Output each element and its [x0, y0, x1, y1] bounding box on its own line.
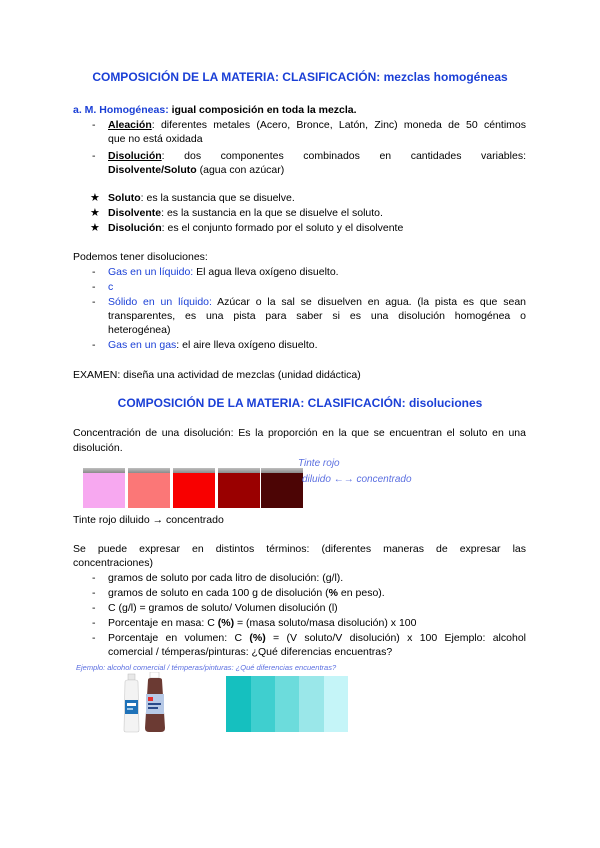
way-4 — [108, 616, 416, 630]
homogeneas-text: igual composición en toda la mezcla. — [168, 104, 357, 116]
concentracion-line2: disolución. — [73, 442, 123, 454]
def-soluto — [108, 191, 295, 205]
way-3: C (g/l) = gramos de soluto/ Volumen disolución (l) — [108, 602, 338, 614]
way-text: = (V soluto/V disolución) x 100 Ejemplo: alcohol — [265, 632, 526, 644]
way-5-line2: comercial / témperas/pinturas: ¿Qué diferencias encuentras? — [108, 646, 393, 658]
star-icon: ★ — [90, 207, 100, 219]
examen-line: EXAMEN: diseña una actividad de mezclas (unidad didáctica) — [73, 369, 361, 381]
disolucion-example: (agua con azúcar) — [196, 164, 285, 176]
way-bold: (%) — [217, 617, 235, 629]
list-dash: - — [92, 119, 96, 131]
section2-title: COMPOSICIÓN DE LA MATERIA: CLASIFICACIÓN: disoluciones — [117, 396, 483, 410]
list-dash: - — [92, 632, 96, 644]
podemos-label: Gas en un líquido: — [108, 266, 194, 278]
swatch-3 — [173, 468, 215, 508]
star-icon: ★ — [90, 192, 100, 204]
aleacion-desc: : diferentes metales (Acero, Bronce, Latón, Zinc) moneda de 50 céntimos — [151, 119, 526, 131]
way-bold: (%) — [249, 632, 266, 644]
expresar-line1: Se puede expresar en distintos términos: (diferentes maneras de expresar las — [73, 543, 526, 555]
cyan-swatch-3 — [275, 676, 299, 732]
disolucion-line2 — [108, 163, 284, 177]
image-caption: Tinte rojo diluido → concentrado — [73, 514, 224, 526]
way-text: en peso). — [338, 587, 385, 599]
def-text: : es la sustancia en la que se disuelve el soluto. — [161, 207, 383, 219]
def-disolvente — [108, 206, 383, 220]
way-text: = (masa soluto/masa disolución) x 100 — [234, 617, 417, 629]
swatch-2 — [128, 468, 170, 508]
way-text: gramos de soluto en cada 100 g de disolución ( — [108, 587, 329, 599]
podemos-intro: Podemos tener disoluciones: — [73, 251, 208, 263]
homogeneas-heading — [73, 103, 357, 117]
aleacion-line1 — [108, 118, 526, 132]
concentracion-line1: Concentración de una disolución: Es la proporción en la que se encuentran el soluto en una — [73, 427, 526, 439]
def-term: Soluto — [108, 192, 141, 204]
podemos-item-1 — [108, 265, 339, 279]
bottles-image — [120, 672, 180, 734]
podemos-label: c — [108, 281, 114, 293]
podemos-item-3-line1 — [108, 295, 526, 309]
way-bold: % — [328, 587, 338, 599]
swatch-4 — [218, 468, 260, 508]
way-text: Porcentaje en volumen: C — [108, 632, 250, 644]
list-dash: - — [92, 150, 96, 162]
list-dash: - — [92, 339, 96, 351]
cyan-swatch-2 — [251, 676, 275, 732]
podemos-text: : el aire lleva oxígeno disuelto. — [176, 339, 318, 351]
aleacion-line2: que no está oxidada — [108, 133, 203, 145]
list-dash: - — [92, 572, 96, 584]
image-label-diluido: diluido ←→ concentrado — [302, 474, 412, 485]
bottles-icon — [120, 672, 180, 734]
disolucion-desc: : dos componentes combinados en cantidades variables: — [161, 150, 526, 162]
way-text: Porcentaje en masa: C — [108, 617, 218, 629]
image-label-tinte: Tinte rojo — [298, 458, 340, 469]
cyan-swatch-4 — [299, 676, 324, 732]
def-term: Disolvente — [108, 207, 162, 219]
swatch-1 — [83, 468, 125, 508]
def-text: : es la sustancia que se disuelve. — [140, 192, 295, 204]
disolucion-term: Disolución — [108, 150, 162, 162]
handwritten-note: Ejemplo: alcohol comercial / témperas/pinturas: ¿Qué diferencias encuentras? — [76, 663, 337, 672]
podemos-item-2 — [108, 280, 113, 294]
swatch-5 — [261, 468, 303, 508]
podemos-item-3-line2: transparentes, es una pista para saber si es una disolución homogénea o — [108, 310, 526, 322]
def-term: Disolución — [108, 222, 162, 234]
disolvente-soluto: Disolvente/Soluto — [108, 164, 197, 176]
cyan-swatch-1 — [226, 676, 251, 732]
way-1: gramos de soluto por cada litro de disolución: (g/l). — [108, 572, 344, 584]
list-dash: - — [92, 617, 96, 629]
list-dash: - — [92, 587, 96, 599]
way-2 — [108, 586, 385, 600]
star-icon: ★ — [90, 222, 100, 234]
list-dash: - — [92, 266, 96, 278]
podemos-item-3-line3: heterogénea) — [108, 324, 171, 336]
podemos-text: El agua lleva oxígeno disuelto. — [193, 266, 339, 278]
list-dash: - — [92, 281, 96, 293]
aleacion-term: Aleación — [108, 119, 152, 131]
podemos-label: Sólido en un líquido: — [108, 296, 212, 308]
podemos-text: Azúcar o la sal se disuelven en agua. (la pista es que sean — [211, 296, 526, 308]
way-5-line1 — [108, 631, 526, 645]
podemos-item-4 — [108, 338, 318, 352]
def-text: : es el conjunto formado por el soluto y el disolvente — [161, 222, 404, 234]
list-dash: - — [92, 602, 96, 614]
homogeneas-label: a. M. Homogéneas: — [73, 104, 169, 116]
def-disolucion — [108, 221, 403, 235]
list-dash: - — [92, 296, 96, 308]
expresar-line2: concentraciones) — [73, 557, 153, 569]
cyan-swatch-5 — [324, 676, 348, 732]
podemos-label: Gas en un gas — [108, 339, 177, 351]
section1-title: COMPOSICIÓN DE LA MATERIA: CLASIFICACIÓN: mezclas homogéneas — [92, 70, 508, 84]
disolucion-line1 — [108, 149, 526, 163]
